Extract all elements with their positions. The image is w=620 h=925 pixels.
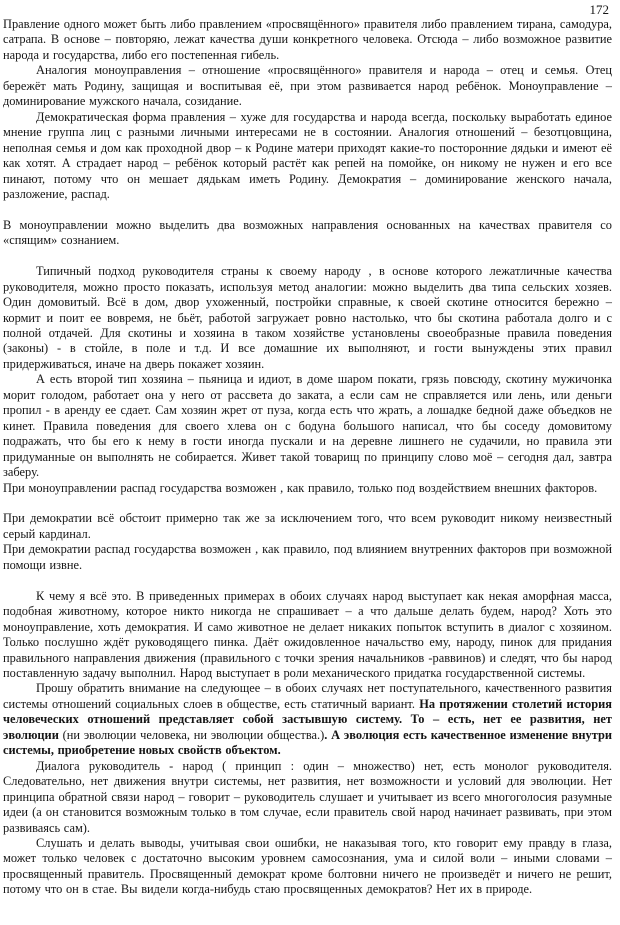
text-run: При моноуправлении распад государства возможен , как правило, только под воздействием внешних факторов. [3, 480, 598, 495]
text-run: Правление одного может быть либо правлением «просвящённого» правителя либо правлением тирана, самодура, сатрапа. В основе – повторяю, лежат качества души конкретного человека. Отсюда – либо возможное развитие народа и государства, либо его постепенная гибель. [3, 17, 612, 62]
paragraph [3, 481, 612, 496]
paragraph [3, 218, 612, 249]
paragraph [3, 372, 612, 480]
bold-text-run: . А эволюция есть качественное изменение внутри системы, приобретение новых свойств объектом. [3, 727, 613, 758]
text-run: (ни эволюции человека, ни эволюции общества.) [62, 727, 325, 742]
text-run: Диалога руководитель - народ ( принцип : один – множество) нет, есть монолог руководителя. Следовательно, нет движения внутри системы, нет развития, нет возможности и условий для эволюции. Нет принципа обратной связи народ – говорит – руководитель слушает и учитывает из всего многоголосия разумные идеи (а он становится возможным только в том случае, если правитель свой народ начинает развивать, при этом развиваясь сам). [3, 758, 612, 835]
text-run: А есть второй тип хозяина – пьяница и идиот, в доме шаром покати, грязь повсюду, скотину мужичонка морит голодом, работает она у него от рассвета до заката, а если сам не справляется или лень, или деньги пропил - в аренду ее сдает. Сам хозяин жрет от пуза, когда есть что жрать, а лошадке бедной даже объедков не кинет. Правила поведения для своего хлева он с бодуна большого написал, что бы соседу домовитому подражать, что бы его к нему в гости иногда пускали и на деревне лишнего не судачили, но правила эти придуманные он выполнять не собирается. Живет такой товарищ по принципу слово моё – сегодня дал, завтра заберу. [3, 372, 612, 480]
text-run: В моноуправлении можно выделить два возможных направления основанных на качествах правителя со «спящим» сознанием. [3, 217, 612, 248]
paragraph [3, 681, 612, 758]
document-body [3, 17, 612, 898]
bold-text-run: На протяжении столетий история человеческих отношений представляет собой застывшую систему. То – есть, нет ее развития, нет эволюции [3, 696, 612, 742]
paragraph [3, 511, 612, 542]
text-run: Прошу обратить внимание на следующее – в обоих случаях нет поступательного, качественного развития системы отношений социальных слоев в обществе, есть статичный вариант. [3, 681, 612, 711]
text-run: К чему я всё это. В приведенных примерах в обоих случаях народ выступает как некая аморфная масса, подобная животному, которое никто никогда не спрашивает – а что дальше делать будем, народ? Хоть это моноуправление, хоть демократия. И само животное не делает никаких попыток вступить в диалог с хозяином. Только послушно ждёт руководящего пинка. Даёт ожидовленное начальство ему, народу, пинок для придания правильного направления движения (правильного с точки зрения начальников -раввинов) и следят, что бы народ поставленную задачу выполнил. Народ выступает в роли механического придатка государственной системы. [3, 588, 612, 680]
paragraph [3, 542, 612, 573]
text-run: Аналогия моноуправления – отношение «просвящённого» правителя и народа – отец и семья. Отец бережёт мать Родину, защищая и воспитывая её, при этом развивается народ ребёнок. Моноуправление – доминирование мужского начала, созидание. [3, 63, 612, 109]
text-run: Типичный подход руководителя страны к своему народу , в основе которого лежатличные качества руководителя, можно просто показать, используя метод аналогии: можно выделить два типа сельских хозяев. Один домовитый. Всё в дом, двор ухоженный, постройки справные, к своей скотине относится бережно – кормит и поит ее вовремя, не бьёт, работой загружает ровно настолько, что бы скотина работала долго и с полной отдачей. Для скотины и хозяина в таком хозяйстве установлены своеобразные правила поведения (законы) - в стойле, в поле и т.д. И все домашние их выполняют, и гости вынуждены этих правил придерживаться, иначе на дверь покажет хозяин. [3, 264, 612, 371]
paragraph [3, 264, 612, 372]
paragraph [3, 110, 612, 203]
page-number: 172 [589, 2, 609, 17]
paragraph [3, 589, 612, 682]
text-run: Слушать и делать выводы, учитывая свои ошибки, не наказывая того, кто говорит ему правду в глаза, может только человек с достаточно высоким уровнем самосознания, ума и силой воли – иными словами – просвященный правитель. Просвященный демократ кроме болтовни ничего не произведёт и ничего не решит, потому что он в стае. Вы видели когда-нибудь стаю просвященных демократов? Нет их в природе. [3, 835, 612, 897]
paragraph [3, 17, 612, 63]
text-run: Демократическая форма правления – хуже для государства и народа всегда, поскольку выработать единое мнение группа лиц с разными личными интересами не в состоянии. Аналогия отношений – безотцовщина, неполная семья и дом как проходной двор – к Родине матери приходят какие-то посторонние дядьки и имеют её как хотят. А страдает народ – ребёнок который растёт как репей на помойке, он никому не нужен и его все пинают, потому что он мешает дядькам иметь Родину. Демократия – доминирование женского начала, разложение, распад. [3, 109, 612, 201]
text-run: При демократии всё обстоит примерно так же за исключением того, что всем руководит никому неизвестный серый кардинал. [3, 511, 612, 541]
text-run: При демократии распад государства возможен , как правило, под влиянием внутренних факторов при возможной помощи извне. [3, 542, 612, 572]
paragraph [3, 63, 612, 109]
paragraph [3, 759, 612, 836]
paragraph [3, 836, 612, 898]
